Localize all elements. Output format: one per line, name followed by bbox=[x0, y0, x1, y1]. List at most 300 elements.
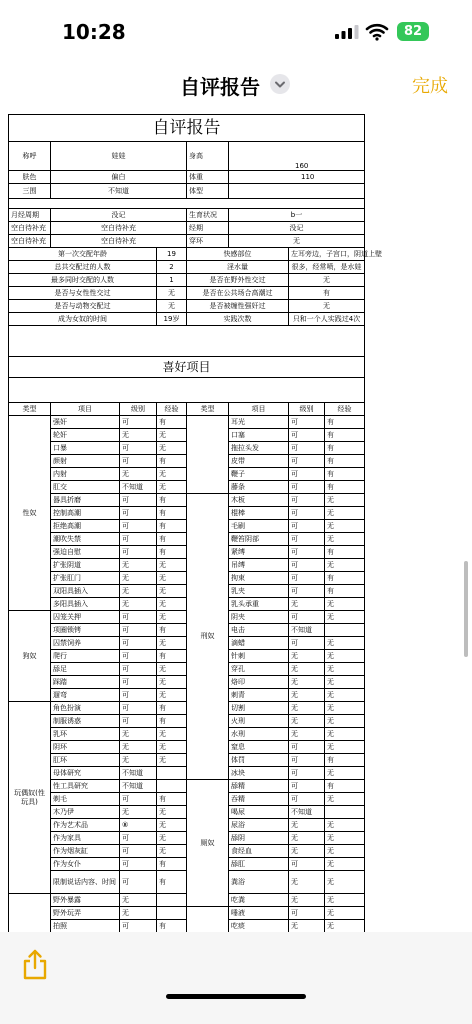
item-experience: 无 bbox=[157, 637, 187, 650]
stat-label: 总共交配过的人数 bbox=[9, 261, 157, 274]
item-experience: 有 bbox=[157, 507, 187, 520]
item-experience: 无 bbox=[157, 572, 187, 585]
item-experience: 有 bbox=[157, 920, 187, 933]
item-level: 可 bbox=[289, 858, 325, 871]
stats-row bbox=[9, 274, 365, 287]
item-experience: 有 bbox=[325, 572, 365, 585]
item-experience: 无 bbox=[157, 676, 187, 689]
stat-label: 第一次交配年龄 bbox=[9, 248, 157, 261]
item-experience: 无 bbox=[157, 481, 187, 494]
item-experience: 有 bbox=[325, 455, 365, 468]
battery-indicator: 82 bbox=[397, 22, 429, 41]
item-name: 囚禁饲养 bbox=[51, 637, 120, 650]
item-experience: 无 bbox=[157, 819, 187, 832]
item-name: 内射 bbox=[51, 468, 120, 481]
item-level: 可 bbox=[120, 494, 157, 507]
item-name: 剃毛 bbox=[51, 793, 120, 806]
column-header: 项目 bbox=[229, 403, 289, 416]
item-experience: 有 bbox=[157, 455, 187, 468]
item-level: 可 bbox=[120, 715, 157, 728]
item-level: 可 bbox=[120, 845, 157, 858]
item-name: 遛弯 bbox=[51, 689, 120, 702]
item-experience: 有 bbox=[325, 429, 365, 442]
report-title: 自评报告 bbox=[9, 115, 365, 142]
category-label: 刑奴 bbox=[187, 494, 229, 780]
stat-value: 1 bbox=[157, 274, 187, 287]
item-experience: 有 bbox=[157, 494, 187, 507]
item-name: 口暴 bbox=[51, 442, 120, 455]
home-indicator[interactable] bbox=[166, 994, 306, 999]
field-label: 体重 bbox=[187, 171, 229, 184]
field-value: 空白待补充 bbox=[51, 222, 187, 235]
item-name: 阴夹 bbox=[229, 611, 289, 624]
item-name: 角色扮演 bbox=[51, 702, 120, 715]
item-experience: 无 bbox=[325, 920, 365, 933]
chevron-down-icon bbox=[270, 74, 290, 94]
title-row bbox=[9, 115, 365, 142]
item-level: 可 bbox=[289, 572, 325, 585]
item-name: 吃痰 bbox=[229, 920, 289, 933]
field-value: 偏白 bbox=[51, 171, 187, 184]
item-experience: 无 bbox=[157, 689, 187, 702]
item-name: 拒绝高潮 bbox=[51, 520, 120, 533]
item-level: 不知道 bbox=[120, 767, 157, 780]
stat-label: 是否在野外性交过 bbox=[187, 274, 289, 287]
item-experience: 有 bbox=[157, 546, 187, 559]
item-name: 棍棒 bbox=[229, 507, 289, 520]
item-level: 无 bbox=[289, 598, 325, 611]
item-experience: 有 bbox=[157, 715, 187, 728]
stat-value: 无 bbox=[157, 300, 187, 313]
item-name: 作为家具 bbox=[51, 832, 120, 845]
nav-bar bbox=[0, 60, 472, 106]
field-label: 穿环 bbox=[187, 235, 229, 248]
category-label: 厕奴 bbox=[187, 780, 229, 907]
category-label bbox=[187, 416, 229, 494]
item-experience: 无 bbox=[157, 559, 187, 572]
item-level: 可 bbox=[289, 442, 325, 455]
item-experience: 无 bbox=[325, 611, 365, 624]
item-name: 拍照 bbox=[51, 920, 120, 933]
item-level: 无 bbox=[289, 689, 325, 702]
column-header: 经验 bbox=[157, 403, 187, 416]
item-level: 可 bbox=[120, 507, 157, 520]
item-name: 强奸 bbox=[51, 416, 120, 429]
item-name: 踩踏 bbox=[51, 676, 120, 689]
item-name: 刺青 bbox=[229, 689, 289, 702]
blank-row bbox=[9, 326, 365, 357]
gap bbox=[9, 199, 365, 209]
item-name: 乳夹 bbox=[229, 585, 289, 598]
item-experience: 无 bbox=[325, 559, 365, 572]
item-experience: 无 bbox=[157, 598, 187, 611]
item-experience: 无 bbox=[157, 845, 187, 858]
item-name: 作为女仆 bbox=[51, 858, 120, 871]
item-name: 针刺 bbox=[229, 650, 289, 663]
item-name: 野外暴露 bbox=[51, 894, 120, 907]
field-label: 空白待补充 bbox=[9, 222, 51, 235]
stat-value: 19岁 bbox=[157, 313, 187, 326]
item-name: 作为烟灰缸 bbox=[51, 845, 120, 858]
item-level: 无 bbox=[120, 806, 157, 819]
stat-value: 无 bbox=[289, 300, 365, 313]
item-name: 木板 bbox=[229, 494, 289, 507]
item-experience bbox=[157, 894, 187, 907]
spacer bbox=[9, 199, 365, 209]
field-value: 空白待补充 bbox=[51, 235, 187, 248]
item-experience bbox=[325, 806, 365, 819]
item-name: 舔肛 bbox=[229, 858, 289, 871]
item-level: 可 bbox=[120, 624, 157, 637]
item-experience: 有 bbox=[157, 416, 187, 429]
item-experience: 无 bbox=[157, 728, 187, 741]
item-level: 可 bbox=[120, 637, 157, 650]
item-name: 扩张肛门 bbox=[51, 572, 120, 585]
item-name: 电击 bbox=[229, 624, 289, 637]
item-name: 舔精 bbox=[229, 780, 289, 793]
item-experience: 有 bbox=[325, 481, 365, 494]
item-experience bbox=[157, 907, 187, 920]
item-experience: 无 bbox=[325, 793, 365, 806]
item-name: 项圈锁铐 bbox=[51, 624, 120, 637]
done-button[interactable]: 完成 bbox=[412, 76, 448, 97]
item-name: 双阳具插入 bbox=[51, 585, 120, 598]
item-level: 无 bbox=[289, 920, 325, 933]
item-level: 可 bbox=[289, 754, 325, 767]
item-level: 可 bbox=[120, 871, 157, 894]
item-name: 木乃伊 bbox=[51, 806, 120, 819]
item-name: 颜射 bbox=[51, 455, 120, 468]
info-row bbox=[9, 171, 365, 184]
item-name: 多阳具插入 bbox=[51, 598, 120, 611]
item-level: 无 bbox=[289, 715, 325, 728]
item-experience: 无 bbox=[325, 637, 365, 650]
item-name: 火刑 bbox=[229, 715, 289, 728]
cellular-signal-icon bbox=[335, 25, 359, 39]
document-title[interactable]: 自评报告 bbox=[180, 75, 260, 99]
item-level: 无 bbox=[289, 676, 325, 689]
item-level: 可 bbox=[120, 689, 157, 702]
item-experience: 无 bbox=[325, 894, 365, 907]
stat-label: 是否在公共场合高潮过 bbox=[187, 287, 289, 300]
stat-value: 无 bbox=[289, 274, 365, 287]
field-value: 110 bbox=[229, 171, 365, 184]
item-level: 可 bbox=[120, 676, 157, 689]
item-experience bbox=[325, 624, 365, 637]
item-level: 可 bbox=[289, 611, 325, 624]
field-label: 身高 bbox=[187, 142, 229, 171]
item-experience: 无 bbox=[157, 806, 187, 819]
info-row bbox=[9, 209, 365, 222]
field-label: 肤色 bbox=[9, 171, 51, 184]
item-experience: 有 bbox=[325, 585, 365, 598]
item-name: 强迫自慰 bbox=[51, 546, 120, 559]
item-level: 可 bbox=[289, 793, 325, 806]
item-name: 拖拉头发 bbox=[229, 442, 289, 455]
item-name: 肛环 bbox=[51, 754, 120, 767]
item-level: 无 bbox=[289, 728, 325, 741]
item-level: 可 bbox=[289, 416, 325, 429]
wifi-icon bbox=[366, 23, 388, 41]
hobby-title-row bbox=[9, 357, 365, 378]
item-level: 无 bbox=[289, 650, 325, 663]
item-name: 轮奸 bbox=[51, 429, 120, 442]
item-name: 尿浴 bbox=[229, 819, 289, 832]
item-level: 可 bbox=[120, 455, 157, 468]
item-level: 无 bbox=[289, 871, 325, 894]
item-experience: 无 bbox=[325, 858, 365, 871]
item-experience: 无 bbox=[325, 650, 365, 663]
stat-label: 是否被缠性强奸过 bbox=[187, 300, 289, 313]
field-label: 月经周期 bbox=[9, 209, 51, 222]
item-name: 藤条 bbox=[229, 481, 289, 494]
item-level: 可 bbox=[120, 442, 157, 455]
item-level: 无 bbox=[289, 894, 325, 907]
column-header: 级别 bbox=[120, 403, 157, 416]
item-level: 可 bbox=[289, 907, 325, 920]
item-experience: 有 bbox=[157, 702, 187, 715]
item-name: 扩张阴道 bbox=[51, 559, 120, 572]
item-level: 可 bbox=[289, 585, 325, 598]
item-experience: 有 bbox=[325, 416, 365, 429]
report-table bbox=[8, 114, 382, 959]
info-row bbox=[9, 222, 365, 235]
item-level: 无 bbox=[120, 907, 157, 920]
item-experience: 无 bbox=[157, 585, 187, 598]
item-experience: 有 bbox=[325, 546, 365, 559]
item-level: 可 bbox=[120, 663, 157, 676]
item-name: 制服诱惑 bbox=[51, 715, 120, 728]
item-level: 可 bbox=[289, 481, 325, 494]
item-name: 水刑 bbox=[229, 728, 289, 741]
field-value: 没记 bbox=[51, 209, 187, 222]
item-name: 限制说话内容、时间 bbox=[51, 871, 120, 894]
item-experience: 无 bbox=[325, 715, 365, 728]
column-header: 级别 bbox=[289, 403, 325, 416]
item-level: 无 bbox=[120, 598, 157, 611]
item-experience: 有 bbox=[157, 871, 187, 894]
item-level: 可 bbox=[120, 702, 157, 715]
item-name: 食经血 bbox=[229, 845, 289, 858]
item-level: 无 bbox=[289, 663, 325, 676]
blank-section bbox=[9, 326, 365, 357]
item-experience: 有 bbox=[157, 520, 187, 533]
stat-label: 快感部位 bbox=[187, 248, 289, 261]
header-row bbox=[9, 403, 365, 416]
item-level: 可 bbox=[289, 780, 325, 793]
item-name: 舔阴 bbox=[229, 832, 289, 845]
item-name: 母体研究 bbox=[51, 767, 120, 780]
item-experience: 无 bbox=[325, 871, 365, 894]
item-experience: 无 bbox=[325, 767, 365, 780]
stat-value: 19 bbox=[157, 248, 187, 261]
item-experience: 无 bbox=[325, 598, 365, 611]
stat-value: 左耳旁边，子宫口，阴道上壁 bbox=[289, 248, 365, 261]
item-name: 性工具研究 bbox=[51, 780, 120, 793]
item-experience: 无 bbox=[325, 702, 365, 715]
item-level: 可 bbox=[120, 858, 157, 871]
column-header: 经验 bbox=[325, 403, 365, 416]
item-name: 舔足 bbox=[51, 663, 120, 676]
stat-value: 很多，经常喷，是水娃 bbox=[289, 261, 365, 274]
item-level: 可 bbox=[289, 741, 325, 754]
share-icon[interactable] bbox=[20, 948, 50, 980]
item-name: 野外玩弄 bbox=[51, 907, 120, 920]
item-level: 可 bbox=[289, 546, 325, 559]
item-level: 无 bbox=[120, 585, 157, 598]
item-level: 可 bbox=[289, 637, 325, 650]
item-name: 作为艺术品 bbox=[51, 819, 120, 832]
column-header: 项目 bbox=[51, 403, 120, 416]
item-experience: 无 bbox=[157, 754, 187, 767]
stat-value: 2 bbox=[157, 261, 187, 274]
item-name: 紧缚 bbox=[229, 546, 289, 559]
item-level: 不知道 bbox=[289, 806, 325, 819]
item-name: 体罚 bbox=[229, 754, 289, 767]
item-experience: 无 bbox=[157, 442, 187, 455]
stat-label: 实践次数 bbox=[187, 313, 289, 326]
item-experience bbox=[157, 780, 187, 793]
item-name: 拘束 bbox=[229, 572, 289, 585]
item-level: 无 bbox=[120, 572, 157, 585]
item-experience: 有 bbox=[157, 533, 187, 546]
item-name: 唾液 bbox=[229, 907, 289, 920]
item-level: 可 bbox=[120, 793, 157, 806]
item-name: 鞭子 bbox=[229, 468, 289, 481]
item-experience: 无 bbox=[157, 741, 187, 754]
item-level: 无 bbox=[120, 559, 157, 572]
item-name: 烙印 bbox=[229, 676, 289, 689]
item-name: 阴环 bbox=[51, 741, 120, 754]
item-experience: 无 bbox=[325, 663, 365, 676]
column-header: 类型 bbox=[9, 403, 51, 416]
item-level: 可 bbox=[120, 611, 157, 624]
stat-label: 最多同时交配的人数 bbox=[9, 274, 157, 287]
item-level: 可 bbox=[120, 533, 157, 546]
item-name: 切割 bbox=[229, 702, 289, 715]
item-level: 可 bbox=[120, 416, 157, 429]
column-header: 类型 bbox=[187, 403, 229, 416]
category-label: 玩偶奴(性玩具) bbox=[9, 702, 51, 894]
item-name: 潮吹失禁 bbox=[51, 533, 120, 546]
table-row bbox=[9, 907, 365, 920]
item-level: 无 bbox=[120, 894, 157, 907]
table-row bbox=[9, 780, 365, 793]
field-label: 称呼 bbox=[9, 142, 51, 171]
item-name: 喝尿 bbox=[229, 806, 289, 819]
field-label: 三围 bbox=[9, 184, 51, 199]
item-experience: 无 bbox=[325, 907, 365, 920]
item-name: 皮带 bbox=[229, 455, 289, 468]
category-label: 狗奴 bbox=[9, 611, 51, 702]
item-experience: 无 bbox=[325, 728, 365, 741]
hobby-title: 喜好项目 bbox=[9, 357, 365, 378]
scroll-indicator[interactable] bbox=[464, 561, 468, 657]
item-level: 可 bbox=[120, 832, 157, 845]
item-level: 无 bbox=[120, 754, 157, 767]
category-label: 性奴 bbox=[9, 416, 51, 611]
field-value: 娃娃 bbox=[51, 142, 187, 171]
item-experience: 无 bbox=[325, 533, 365, 546]
item-name: 肛交 bbox=[51, 481, 120, 494]
item-experience: 无 bbox=[325, 520, 365, 533]
item-name: 乳环 bbox=[51, 728, 120, 741]
field-label: 生育状况 bbox=[187, 209, 229, 222]
field-label: 经期 bbox=[187, 222, 229, 235]
field-value: 无 bbox=[229, 235, 365, 248]
item-experience: 无 bbox=[325, 819, 365, 832]
item-name: 口塞 bbox=[229, 429, 289, 442]
item-name: 鞭笞阴部 bbox=[229, 533, 289, 546]
item-experience: 无 bbox=[325, 845, 365, 858]
item-experience: 有 bbox=[157, 650, 187, 663]
item-level: 可 bbox=[289, 507, 325, 520]
status-time: 10:28 bbox=[62, 20, 126, 44]
stats-row bbox=[9, 248, 365, 261]
item-experience: 有 bbox=[157, 793, 187, 806]
item-name: 乳头承重 bbox=[229, 598, 289, 611]
item-name: 吞精 bbox=[229, 793, 289, 806]
item-experience: 无 bbox=[325, 741, 365, 754]
stats-row bbox=[9, 261, 365, 274]
item-level: 无 bbox=[120, 728, 157, 741]
item-experience: 无 bbox=[157, 468, 187, 481]
item-name: 毛刷 bbox=[229, 520, 289, 533]
title-menu-button[interactable] bbox=[270, 74, 290, 94]
field-value: 不知道 bbox=[51, 184, 187, 199]
stats-row bbox=[9, 300, 365, 313]
item-name: 吊缚 bbox=[229, 559, 289, 572]
field-label: 空白待补充 bbox=[9, 235, 51, 248]
item-name: 器具折磨 bbox=[51, 494, 120, 507]
item-name: 控制高潮 bbox=[51, 507, 120, 520]
item-level: 可 bbox=[120, 650, 157, 663]
item-level: 可 bbox=[120, 520, 157, 533]
item-level: 无 bbox=[289, 845, 325, 858]
stat-label: 淫水量 bbox=[187, 261, 289, 274]
status-bar bbox=[0, 0, 472, 60]
item-name: 窒息 bbox=[229, 741, 289, 754]
item-level: 无 bbox=[289, 819, 325, 832]
stats-row bbox=[9, 313, 365, 326]
item-experience: 无 bbox=[325, 832, 365, 845]
item-level: 无 bbox=[289, 832, 325, 845]
document-viewer[interactable] bbox=[0, 106, 472, 932]
item-name: 滴蜡 bbox=[229, 637, 289, 650]
item-name: 耳光 bbox=[229, 416, 289, 429]
stat-value: 只和一个人实践过4次 bbox=[289, 313, 365, 326]
item-level: 无 bbox=[120, 468, 157, 481]
bottom-toolbar bbox=[0, 932, 472, 1024]
stat-label: 是否与动物交配过 bbox=[9, 300, 157, 313]
item-level: 可 bbox=[289, 468, 325, 481]
item-name: 吃粪 bbox=[229, 894, 289, 907]
item-experience bbox=[157, 767, 187, 780]
item-level: 可 bbox=[289, 559, 325, 572]
item-level: 可 bbox=[289, 520, 325, 533]
item-name: 冰块 bbox=[229, 767, 289, 780]
field-label: 体型 bbox=[187, 184, 229, 199]
stat-label: 成为女奴的时间 bbox=[9, 313, 157, 326]
item-experience: 有 bbox=[157, 858, 187, 871]
blank-row bbox=[9, 378, 365, 403]
item-experience: 有 bbox=[325, 754, 365, 767]
item-experience: 有 bbox=[325, 442, 365, 455]
info-row bbox=[9, 235, 365, 248]
item-experience: 无 bbox=[325, 507, 365, 520]
field-value: b一 bbox=[229, 209, 365, 222]
item-name: 粪浴 bbox=[229, 871, 289, 894]
